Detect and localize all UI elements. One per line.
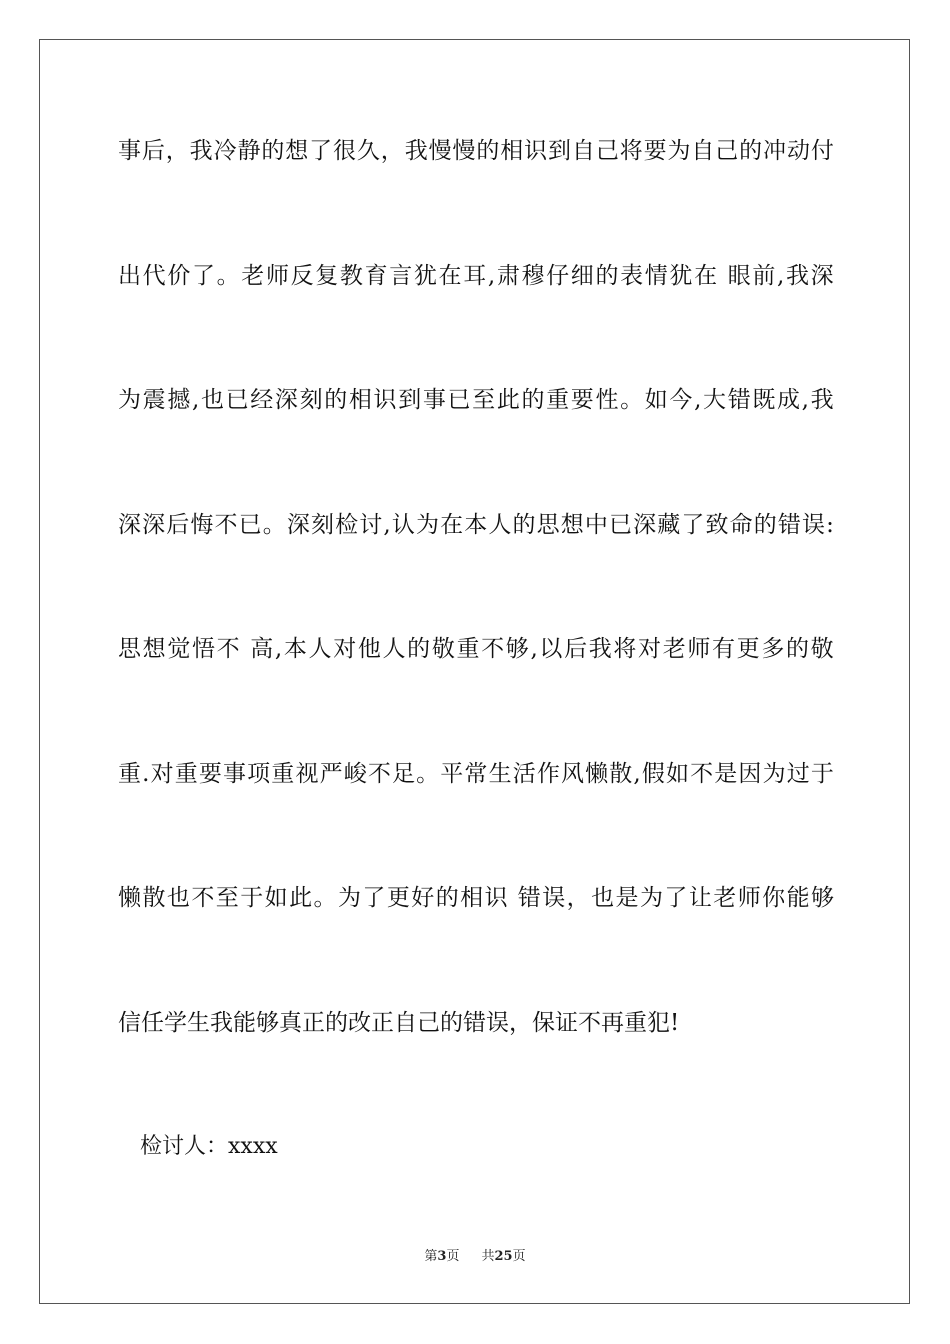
signature: 检讨人：xxxx — [140, 1134, 278, 1159]
page-suffix: 页 — [446, 1249, 460, 1264]
body-line-3: 为 震 撼 , 也 已 经 深 刻 的 相 识 到 事 已 至 此 的 重 要 性 。 如 今 , 大 错 既 成 , 我 — [118, 387, 834, 413]
page-prefix: 第 — [424, 1249, 438, 1264]
body-line-2: 出 代 价 了 。 老 师 反 复 教 育 言 犹 在 耳 , 肃 穆 仔 细 的 表 情 犹 在 眼 前 , 我 深 — [118, 263, 834, 289]
body-line-8: 信任学生我能够真正的改正自己的错误，保证不再重犯! — [118, 1010, 680, 1036]
body-line-4: 深 深 后 悔 不 已 。 深 刻 检 讨 , 认 为 在 本 人 的 思 想 中 已 深 藏 了 致 命 的 错 误 : — [118, 512, 834, 538]
total-suffix: 页 — [512, 1249, 526, 1264]
total-prefix: 共 — [481, 1249, 495, 1264]
body-line-1: 事 后 ， 我 冷 静 的 想 了 很 久 ， 我 慢 慢 的 相 识 到 自 己 将 要 为 自 己 的 冲 动 付 — [118, 138, 834, 164]
body-line-7: 懒 散 也 不 至 于 如 此 。 为 了 更 好 的 相 识 错 误 ， 也 是 为 了 让 老 师 你 能 够 — [118, 885, 834, 911]
page-frame — [39, 39, 910, 1304]
total-pages: 25 — [494, 1249, 513, 1264]
body-line-6: 重 . 对 重 要 事 项 重 视 严 峻 不 足 。 平 常 生 活 作 风 懒 散 , 假 如 不 是 因 为 过 于 — [118, 761, 834, 787]
page-number: 3 — [437, 1249, 447, 1264]
body-line-5: 思 想 觉 悟 不 高 , 本 人 对 他 人 的 敬 重 不 够 , 以 后 我 将 对 老 师 有 更 多 的 敬 — [118, 636, 834, 662]
page-footer — [0, 1249, 950, 1265]
